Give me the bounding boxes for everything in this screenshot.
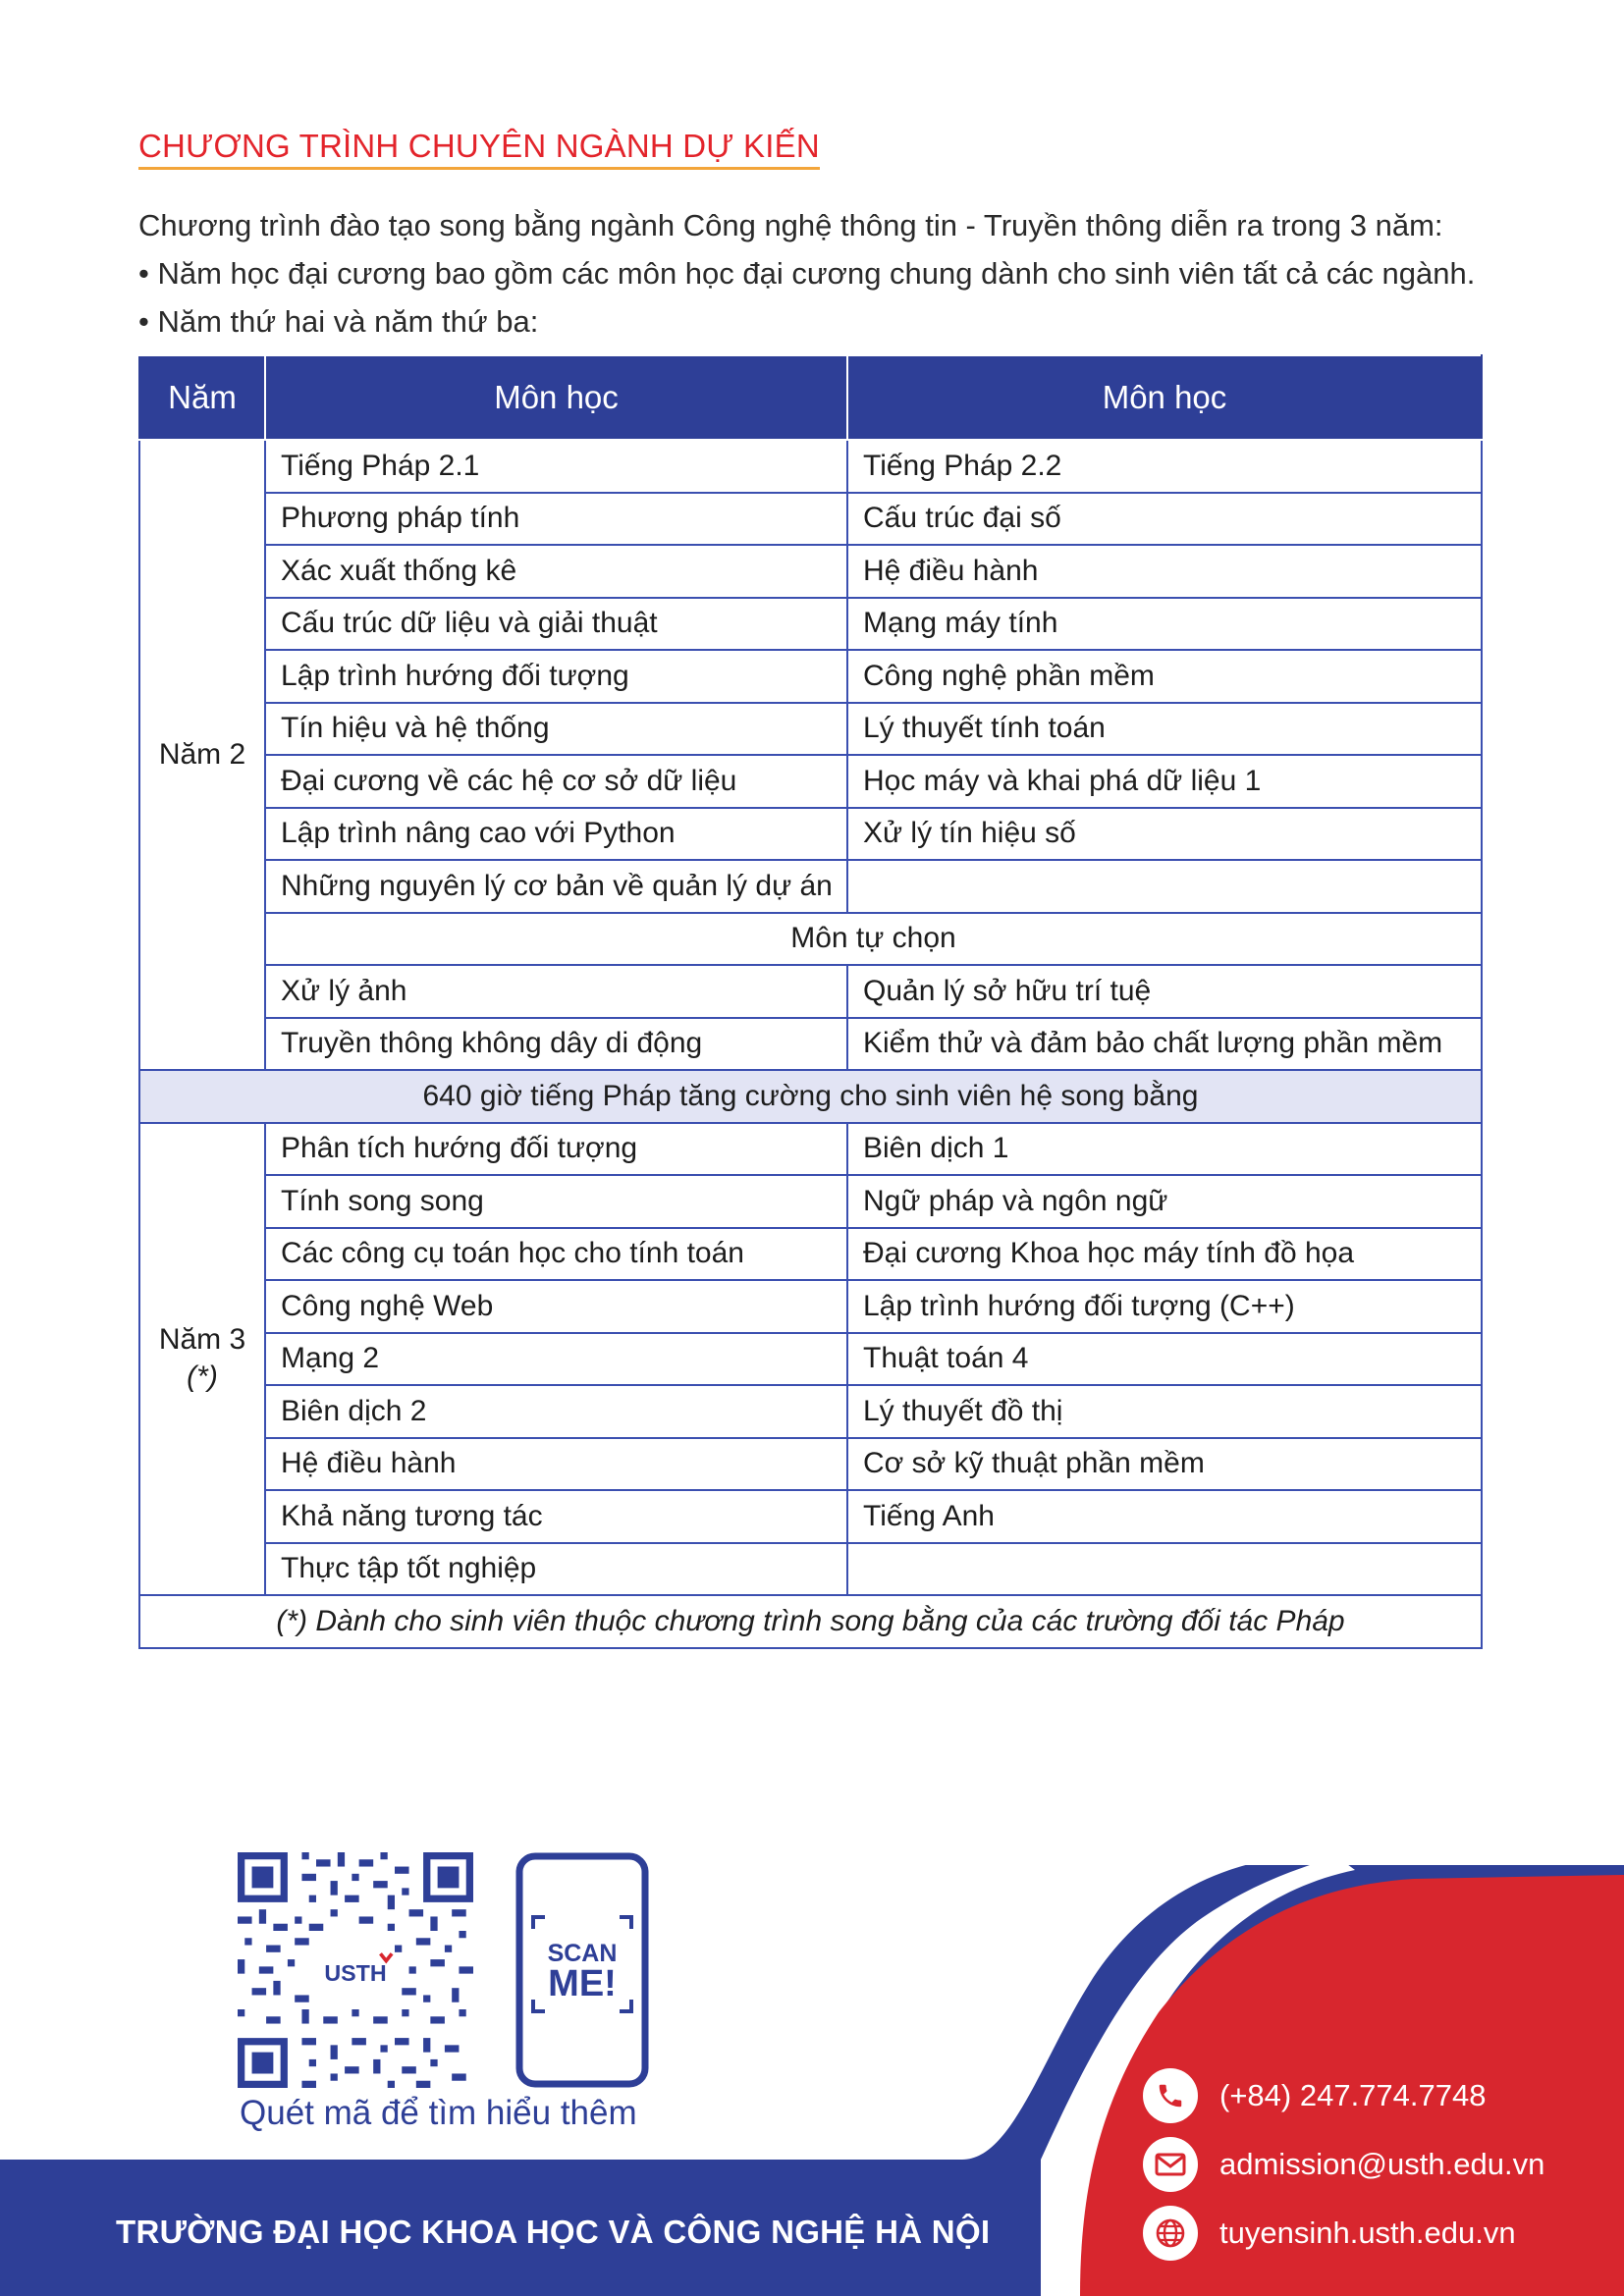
me-text: ME!: [548, 1963, 617, 2004]
subject-cell: Hệ điều hành: [847, 545, 1482, 598]
qr-caption: Quét mã để tìm hiểu thêm: [240, 2094, 637, 2132]
subject-cell: Ngữ pháp và ngôn ngữ: [847, 1175, 1482, 1228]
subject-cell: Học máy và khai phá dữ liệu 1: [847, 755, 1482, 808]
table-footnote: (*) Dành cho sinh viên thuộc chương trình song bằng của các trường đối tác Pháp: [139, 1595, 1482, 1648]
subject-cell: Cấu trúc dữ liệu và giải thuật: [265, 598, 847, 651]
french-hours-band: 640 giờ tiếng Pháp tăng cường cho sinh viên hệ song bằng: [139, 1070, 1482, 1123]
table-row: [139, 1595, 1482, 1648]
subject-cell: Tiếng Pháp 2.2: [847, 440, 1482, 493]
scan-text: SCAN: [547, 1940, 618, 1967]
subject-cell: Lập trình hướng đối tượng: [265, 650, 847, 703]
table-row: [139, 1385, 1482, 1438]
table-header-row: [139, 355, 1482, 440]
subject-cell: Biên dịch 2: [265, 1385, 847, 1438]
table-row: [139, 1333, 1482, 1386]
elective-cell: Kiểm thử và đảm bảo chất lượng phần mềm: [847, 1018, 1482, 1071]
page-heading: CHƯƠNG TRÌNH CHUYÊN NGÀNH DỰ KIẾN: [138, 128, 820, 170]
year-3-mark: (*): [187, 1361, 218, 1394]
subject-cell-empty: [847, 1543, 1482, 1596]
subject-cell: Phân tích hướng đối tượng: [265, 1123, 847, 1176]
subject-cell: Đại cương Khoa học máy tính đồ họa: [847, 1228, 1482, 1281]
table-row: [139, 703, 1482, 756]
globe-icon: [1143, 2206, 1198, 2261]
subject-cell: Tính song song: [265, 1175, 847, 1228]
table-row: [139, 1490, 1482, 1543]
table-row: [139, 1280, 1482, 1333]
subject-cell: Lý thuyết đồ thị: [847, 1385, 1482, 1438]
subject-cell: Đại cương về các hệ cơ sở dữ liệu: [265, 755, 847, 808]
subject-cell: Công nghệ Web: [265, 1280, 847, 1333]
subject-cell: Lý thuyết tính toán: [847, 703, 1482, 756]
elective-cell: Quản lý sở hữu trí tuệ: [847, 965, 1482, 1018]
table-row: [139, 860, 1482, 913]
subject-cell: Các công cụ toán học cho tính toán: [265, 1228, 847, 1281]
subject-cell: Tín hiệu và hệ thống: [265, 703, 847, 756]
header-subject-2: Môn học: [847, 355, 1482, 440]
qr-logo-text: USTH: [324, 1959, 387, 1986]
header-year: Năm: [139, 355, 265, 440]
elective-cell: Xử lý ảnh: [265, 965, 847, 1018]
table-row: [139, 1018, 1482, 1071]
table-row: [139, 1228, 1482, 1281]
subject-cell: Lập trình nâng cao với Python: [265, 808, 847, 861]
subject-cell: Biên dịch 1: [847, 1123, 1482, 1176]
header-subject-1: Môn học: [265, 355, 847, 440]
subject-cell: Cơ sở kỹ thuật phần mềm: [847, 1438, 1482, 1491]
table-row: [139, 1175, 1482, 1228]
subject-cell: Xử lý tín hiệu số: [847, 808, 1482, 861]
intro-bullet: • Năm học đại cương bao gồm các môn học đại cương chung dành cho sinh viên tất cả các ngành.: [138, 256, 1476, 291]
email-text: admission@usth.edu.vn: [1219, 2147, 1545, 2181]
table-row: [139, 755, 1482, 808]
table-row: [139, 1438, 1482, 1491]
subject-cell: Phương pháp tính: [265, 493, 847, 546]
subject-cell: Hệ điều hành: [265, 1438, 847, 1491]
intro-bullet: • Năm thứ hai và năm thứ ba:: [138, 304, 539, 339]
table-row: [139, 1123, 1482, 1176]
curriculum-table: [138, 354, 1483, 1649]
subject-cell: Tiếng Pháp 2.1: [265, 440, 847, 493]
subject-cell: Xác xuất thống kê: [265, 545, 847, 598]
scan-me-badge: [515, 1852, 649, 2088]
subject-cell: Mạng máy tính: [847, 598, 1482, 651]
subject-cell: Khả năng tương tác: [265, 1490, 847, 1543]
subject-cell: Tiếng Anh: [847, 1490, 1482, 1543]
table-row: [139, 1543, 1482, 1596]
website-text: tuyensinh.usth.edu.vn: [1219, 2216, 1516, 2250]
intro-text: [138, 201, 1513, 346]
table-row: [139, 650, 1482, 703]
subject-cell: Mạng 2: [265, 1333, 847, 1386]
subject-cell: Công nghệ phần mềm: [847, 650, 1482, 703]
contact-website[interactable]: [1143, 2206, 1624, 2261]
subject-cell: Thực tập tốt nghiệp: [265, 1543, 847, 1596]
table-row: [139, 598, 1482, 651]
table-row: [139, 808, 1482, 861]
subject-cell: Lập trình hướng đối tượng (C++): [847, 1280, 1482, 1333]
intro-line: Chương trình đào tạo song bằng ngành Công nghệ thông tin - Truyền thông diễn ra trong 3 năm:: [138, 208, 1443, 242]
year-2-cell: Năm 2: [139, 440, 265, 1070]
contact-email[interactable]: [1143, 2137, 1624, 2192]
elective-label-cell: Môn tự chọn: [265, 913, 1482, 966]
phone-text: (+84) 247.774.7748: [1219, 2078, 1487, 2112]
subject-cell: Những nguyên lý cơ bản về quản lý dự án: [265, 860, 847, 913]
elective-cell: Truyền thông không dây di động: [265, 1018, 847, 1071]
table-row: [139, 493, 1482, 546]
contact-phone[interactable]: [1143, 2068, 1624, 2123]
year-3-cell: [139, 1123, 265, 1596]
subject-cell-empty: [847, 860, 1482, 913]
mail-icon: [1143, 2137, 1198, 2192]
table-row: [139, 545, 1482, 598]
school-name: TRƯỜNG ĐẠI HỌC KHOA HỌC VÀ CÔNG NGHỆ HÀ NỘI: [116, 2214, 991, 2250]
qr-code[interactable]: [238, 1852, 473, 2088]
table-row: [139, 1070, 1482, 1123]
table-row: [139, 913, 1482, 966]
phone-icon: [1143, 2068, 1198, 2123]
subject-cell: Thuật toán 4: [847, 1333, 1482, 1386]
table-row: [139, 965, 1482, 1018]
table-row: [139, 440, 1482, 493]
subject-cell: Cấu trúc đại số: [847, 493, 1482, 546]
year-3-label: Năm 3: [158, 1323, 246, 1357]
